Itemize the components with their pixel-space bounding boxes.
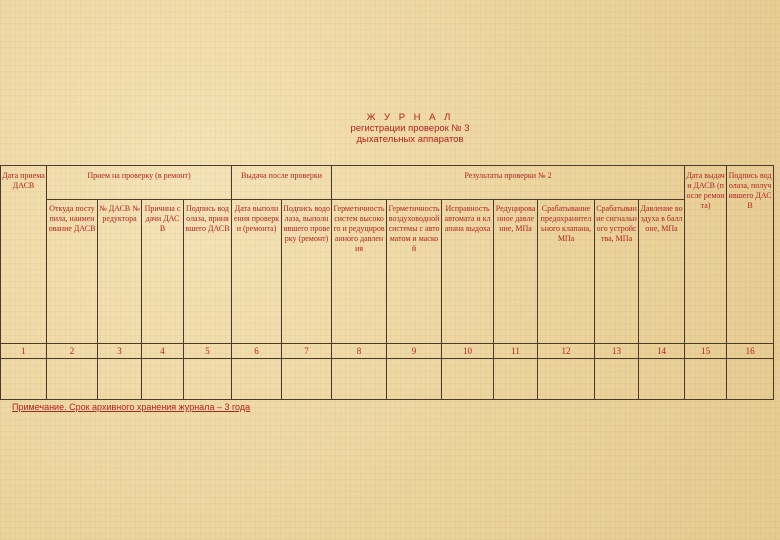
empty-cell[interactable] bbox=[332, 359, 387, 400]
empty-cell[interactable] bbox=[595, 359, 639, 400]
header-tightness-air-system: Герметичность воздуховодной системы с автоматом и маской bbox=[387, 200, 442, 344]
empty-cell[interactable] bbox=[387, 359, 442, 400]
empty-entry-row bbox=[1, 359, 774, 400]
header-date-receipt: Дата приема ДАСВ bbox=[1, 166, 47, 344]
empty-cell[interactable] bbox=[685, 359, 727, 400]
column-number: 16 bbox=[727, 344, 774, 359]
column-number: 8 bbox=[332, 344, 387, 359]
column-number: 1 bbox=[1, 344, 47, 359]
empty-cell[interactable] bbox=[639, 359, 685, 400]
header-cylinder-pressure: Давление воздуха в баллоне, МПа bbox=[639, 200, 685, 344]
header-signature-checker: Подпись водолаза, выполнившего проверку (ремонт) bbox=[282, 200, 332, 344]
journal-subject: дыхательных аппаратов bbox=[356, 134, 464, 145]
empty-cell[interactable] bbox=[184, 359, 232, 400]
header-row-groups bbox=[1, 166, 774, 200]
header-signature-recipient: Подпись водолаза, получившего ДАСВ bbox=[727, 166, 774, 344]
empty-cell[interactable] bbox=[494, 359, 538, 400]
empty-cell[interactable] bbox=[142, 359, 184, 400]
empty-cell[interactable] bbox=[47, 359, 98, 400]
column-number: 13 bbox=[595, 344, 639, 359]
empty-cell[interactable] bbox=[1, 359, 47, 400]
column-number: 11 bbox=[494, 344, 538, 359]
journal-subtitle: регистрации проверок № 3 bbox=[350, 123, 470, 134]
column-number: 4 bbox=[142, 344, 184, 359]
empty-cell[interactable] bbox=[232, 359, 282, 400]
header-check-date: Дата выполнения проверки (ремонта) bbox=[232, 200, 282, 344]
header-group-issue: Выдача после проверки bbox=[232, 166, 332, 200]
column-number: 9 bbox=[387, 344, 442, 359]
header-signature-receiver: Подпись водолаза, принявшего ДАСВ bbox=[184, 200, 232, 344]
column-number: 14 bbox=[639, 344, 685, 359]
column-number: 15 bbox=[685, 344, 727, 359]
empty-cell[interactable] bbox=[538, 359, 595, 400]
header-source-name: Откуда поступила, наименование ДАСВ bbox=[47, 200, 98, 344]
header-dasv-number: № ДАСВ № редуктора bbox=[98, 200, 142, 344]
empty-cell[interactable] bbox=[98, 359, 142, 400]
header-row-columns bbox=[1, 200, 774, 344]
journal-title: Ж У Р Н А Л bbox=[366, 112, 454, 123]
column-number: 6 bbox=[232, 344, 282, 359]
header-valve-serviceability: Исправность автомата и клапана выдоха bbox=[442, 200, 494, 344]
column-number: 7 bbox=[282, 344, 332, 359]
header-group-receipt: Прием на проверку (в ремонт) bbox=[47, 166, 232, 200]
empty-cell[interactable] bbox=[282, 359, 332, 400]
header-date-issue: Дата выдачи ДАСВ (после ремонта) bbox=[685, 166, 727, 344]
header-safety-valve: Срабатывание предохранительного клапана, МПа bbox=[538, 200, 595, 344]
column-numbers-row bbox=[1, 344, 774, 359]
column-number: 5 bbox=[184, 344, 232, 359]
header-reduced-pressure: Редуцированное давление, МПа bbox=[494, 200, 538, 344]
column-number: 2 bbox=[47, 344, 98, 359]
column-number: 10 bbox=[442, 344, 494, 359]
header-reason: Причина сдачи ДАСВ bbox=[142, 200, 184, 344]
archive-note: Примечание. Срок архивного хранения журнала – 3 года bbox=[12, 402, 251, 412]
column-number: 3 bbox=[98, 344, 142, 359]
empty-cell[interactable] bbox=[442, 359, 494, 400]
header-signal-device: Срабатывание сигнального устройства, МПа bbox=[595, 200, 639, 344]
header-group-results: Результаты проверки № 2 bbox=[332, 166, 685, 200]
empty-cell[interactable] bbox=[727, 359, 774, 400]
journal-heading bbox=[0, 112, 780, 145]
header-tightness-systems: Герметичность систем высокого и редуцированного давления bbox=[332, 200, 387, 344]
journal-table bbox=[0, 165, 774, 400]
column-number: 12 bbox=[538, 344, 595, 359]
